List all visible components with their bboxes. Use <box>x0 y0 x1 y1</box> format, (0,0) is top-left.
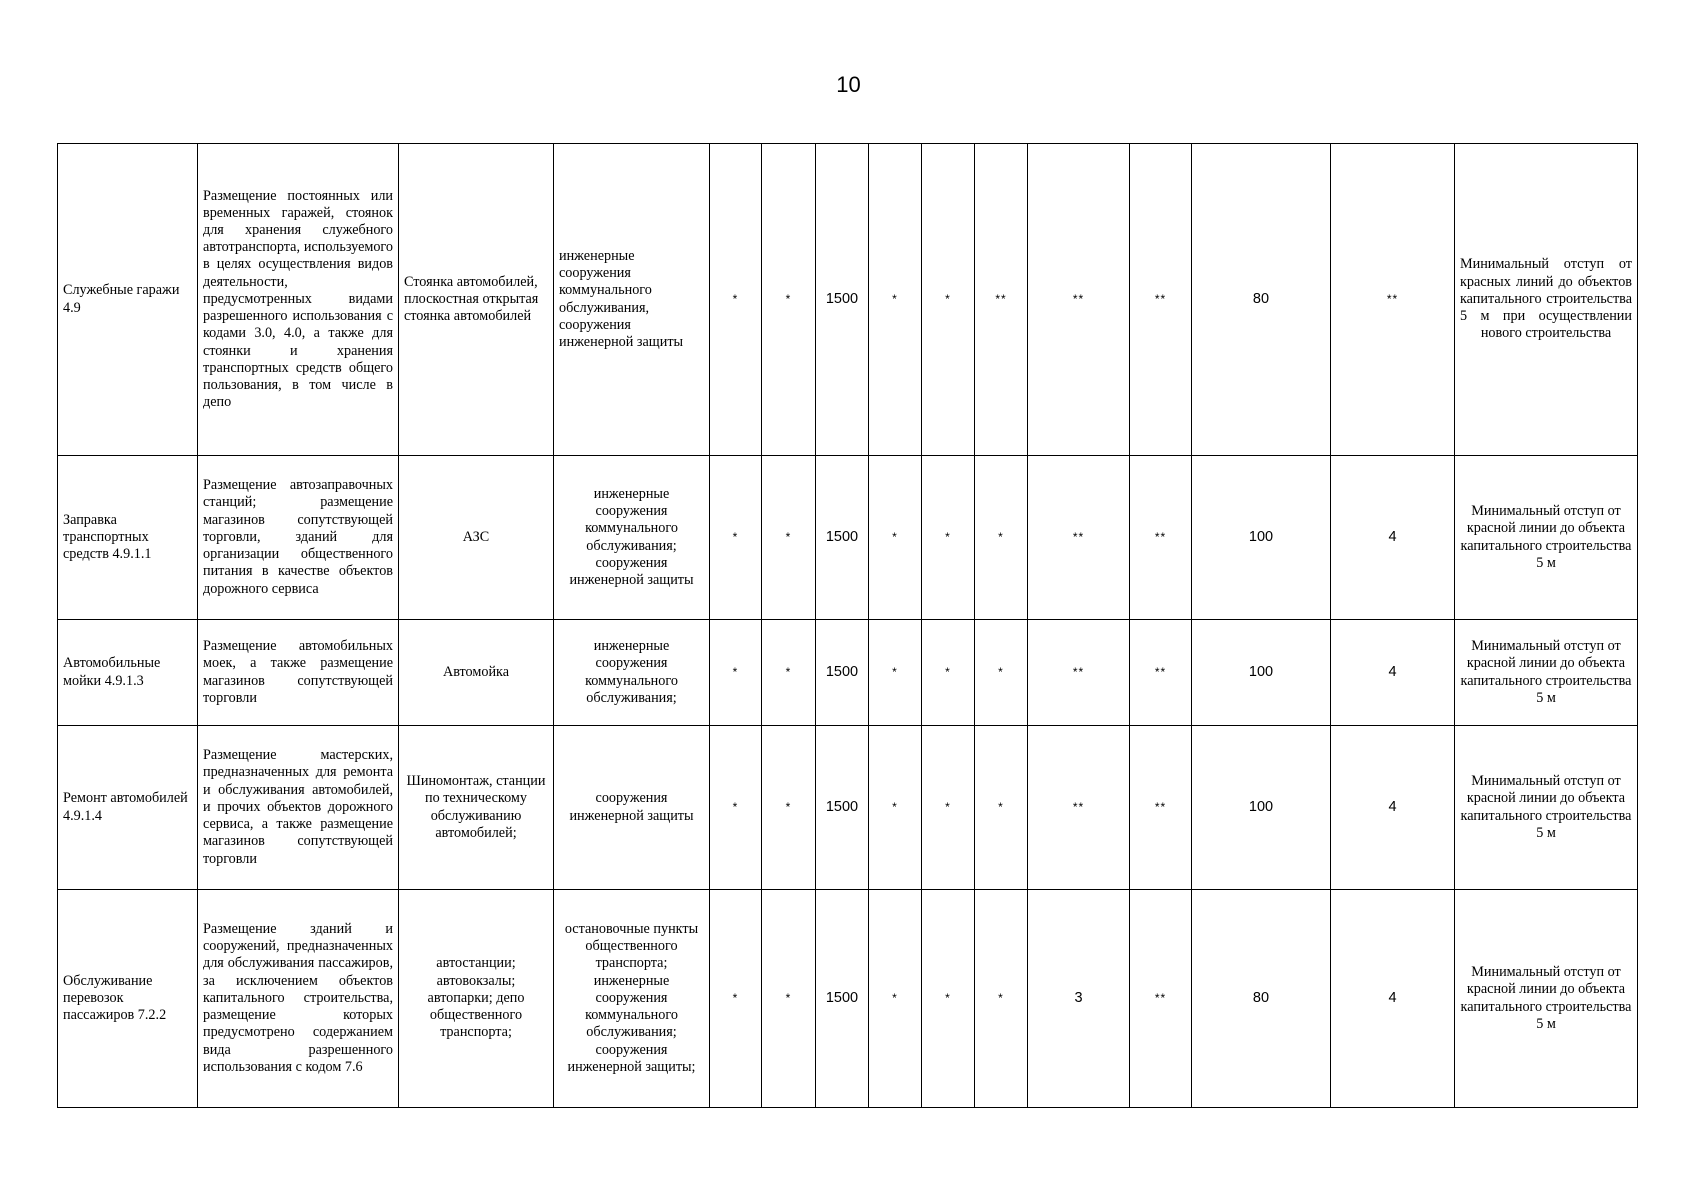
param-cell: 1500 <box>816 890 869 1108</box>
note-cell: Минимальный отступ от красных линий до объектов капитального строительства 5 м при осуществлении нового строительства <box>1455 144 1638 456</box>
param-cell: * <box>922 620 975 726</box>
table-row <box>58 144 1638 456</box>
note-cell: Минимальный отступ от красной линии до объекта капитального строительства 5 м <box>1455 726 1638 890</box>
param-cell: * <box>975 456 1028 620</box>
param-cell: * <box>762 620 816 726</box>
note-cell: Минимальный отступ от красной линии до объекта капитального строительства 5 м <box>1455 620 1638 726</box>
param-cell: * <box>762 144 816 456</box>
table-row <box>58 890 1638 1108</box>
param-cell: 80 <box>1192 144 1331 456</box>
auxiliary-objects: остановочные пункты общественного транспорта; инженерные сооружения коммунального обслуживания; сооружения инженерной защиты; <box>554 890 710 1108</box>
param-cell: * <box>922 144 975 456</box>
table-row <box>58 456 1638 620</box>
param-cell: 1500 <box>816 726 869 890</box>
land-use-description: Размещение постоянных или временных гаражей, стоянок для хранения служебного автотранспорта, используемого в целях осуществления видов деятельности, предусмотренных видами разрешенного использования с кодами 3.0, 4.0, а также для стоянки и хранения транспортных средств общего пользования, в том числе в депо <box>198 144 399 456</box>
param-cell: ** <box>1028 456 1130 620</box>
param-cell: * <box>975 620 1028 726</box>
param-cell: 100 <box>1192 456 1331 620</box>
param-cell: * <box>762 726 816 890</box>
permitted-objects: Стоянка автомобилей, плоскостная открытая стоянка автомобилей <box>399 144 554 456</box>
land-use-type: Ремонт автомобилей 4.9.1.4 <box>58 726 198 890</box>
param-cell: ** <box>1130 456 1192 620</box>
param-cell: * <box>869 890 922 1108</box>
param-cell: 80 <box>1192 890 1331 1108</box>
page-number: 10 <box>836 72 861 97</box>
permitted-objects: Шиномонтаж, станции по техническому обслуживанию автомобилей; <box>399 726 554 890</box>
param-cell: 4 <box>1331 726 1455 890</box>
auxiliary-objects: инженерные сооружения коммунального обслуживания; сооружения инженерной защиты <box>554 456 710 620</box>
permitted-objects: АЗС <box>399 456 554 620</box>
param-cell: ** <box>1130 620 1192 726</box>
param-cell: * <box>710 620 762 726</box>
land-use-description: Размещение мастерских, предназначенных для ремонта и обслуживания автомобилей, и прочих объектов дорожного сервиса, а также размещение магазинов сопутствующей торговли <box>198 726 399 890</box>
param-cell: 100 <box>1192 620 1331 726</box>
param-cell: ** <box>1028 144 1130 456</box>
param-cell: * <box>710 144 762 456</box>
auxiliary-objects: инженерные сооружения коммунального обслуживания, сооружения инженерной защиты <box>554 144 710 456</box>
param-cell: * <box>762 456 816 620</box>
land-use-type: Заправка транспортных средств 4.9.1.1 <box>58 456 198 620</box>
table-row <box>58 620 1638 726</box>
land-use-type: Служебные гаражи 4.9 <box>58 144 198 456</box>
param-cell: * <box>869 726 922 890</box>
param-cell: 4 <box>1331 620 1455 726</box>
param-cell: 1500 <box>816 144 869 456</box>
param-cell: ** <box>1130 726 1192 890</box>
param-cell: ** <box>1130 144 1192 456</box>
land-use-description: Размещение автозаправочных станций; размещение магазинов сопутствующей торговли, зданий для организации общественного питания в качестве объектов дорожного сервиса <box>198 456 399 620</box>
param-cell: ** <box>1130 890 1192 1108</box>
param-cell: * <box>710 456 762 620</box>
param-cell: 1500 <box>816 620 869 726</box>
param-cell: * <box>762 890 816 1108</box>
param-cell: * <box>922 726 975 890</box>
regulations-table <box>57 143 1638 1108</box>
auxiliary-objects: сооружения инженерной защиты <box>554 726 710 890</box>
param-cell: 1500 <box>816 456 869 620</box>
auxiliary-objects: инженерные сооружения коммунального обслуживания; <box>554 620 710 726</box>
param-cell: * <box>869 456 922 620</box>
param-cell: 100 <box>1192 726 1331 890</box>
permitted-objects: Автомойка <box>399 620 554 726</box>
param-cell: ** <box>1028 620 1130 726</box>
param-cell: * <box>922 890 975 1108</box>
table-row <box>58 726 1638 890</box>
param-cell: ** <box>975 144 1028 456</box>
note-cell: Минимальный отступ от красной линии до объекта капитального строительства 5 м <box>1455 456 1638 620</box>
param-cell: * <box>869 620 922 726</box>
param-cell: 3 <box>1028 890 1130 1108</box>
land-use-description: Размещение автомобильных моек, а также размещение магазинов сопутствующей торговли <box>198 620 399 726</box>
note-cell: Минимальный отступ от красной линии до объекта капитального строительства 5 м <box>1455 890 1638 1108</box>
param-cell: * <box>922 456 975 620</box>
permitted-objects: автостанции; автовокзалы; автопарки; депо общественного транспорта; <box>399 890 554 1108</box>
land-use-type: Автомобильные мойки 4.9.1.3 <box>58 620 198 726</box>
param-cell: * <box>975 726 1028 890</box>
param-cell: * <box>710 726 762 890</box>
param-cell: * <box>710 890 762 1108</box>
land-use-description: Размещение зданий и сооружений, предназначенных для обслуживания пассажиров, за исключением объектов капитального строительства, размещение которых предусмотрено содержанием вида разрешенного использования с кодом 7.6 <box>198 890 399 1108</box>
param-cell: 4 <box>1331 890 1455 1108</box>
param-cell: ** <box>1331 144 1455 456</box>
param-cell: * <box>975 890 1028 1108</box>
param-cell: ** <box>1028 726 1130 890</box>
param-cell: * <box>869 144 922 456</box>
param-cell: 4 <box>1331 456 1455 620</box>
land-use-type: Обслуживание перевозок пассажиров 7.2.2 <box>58 890 198 1108</box>
